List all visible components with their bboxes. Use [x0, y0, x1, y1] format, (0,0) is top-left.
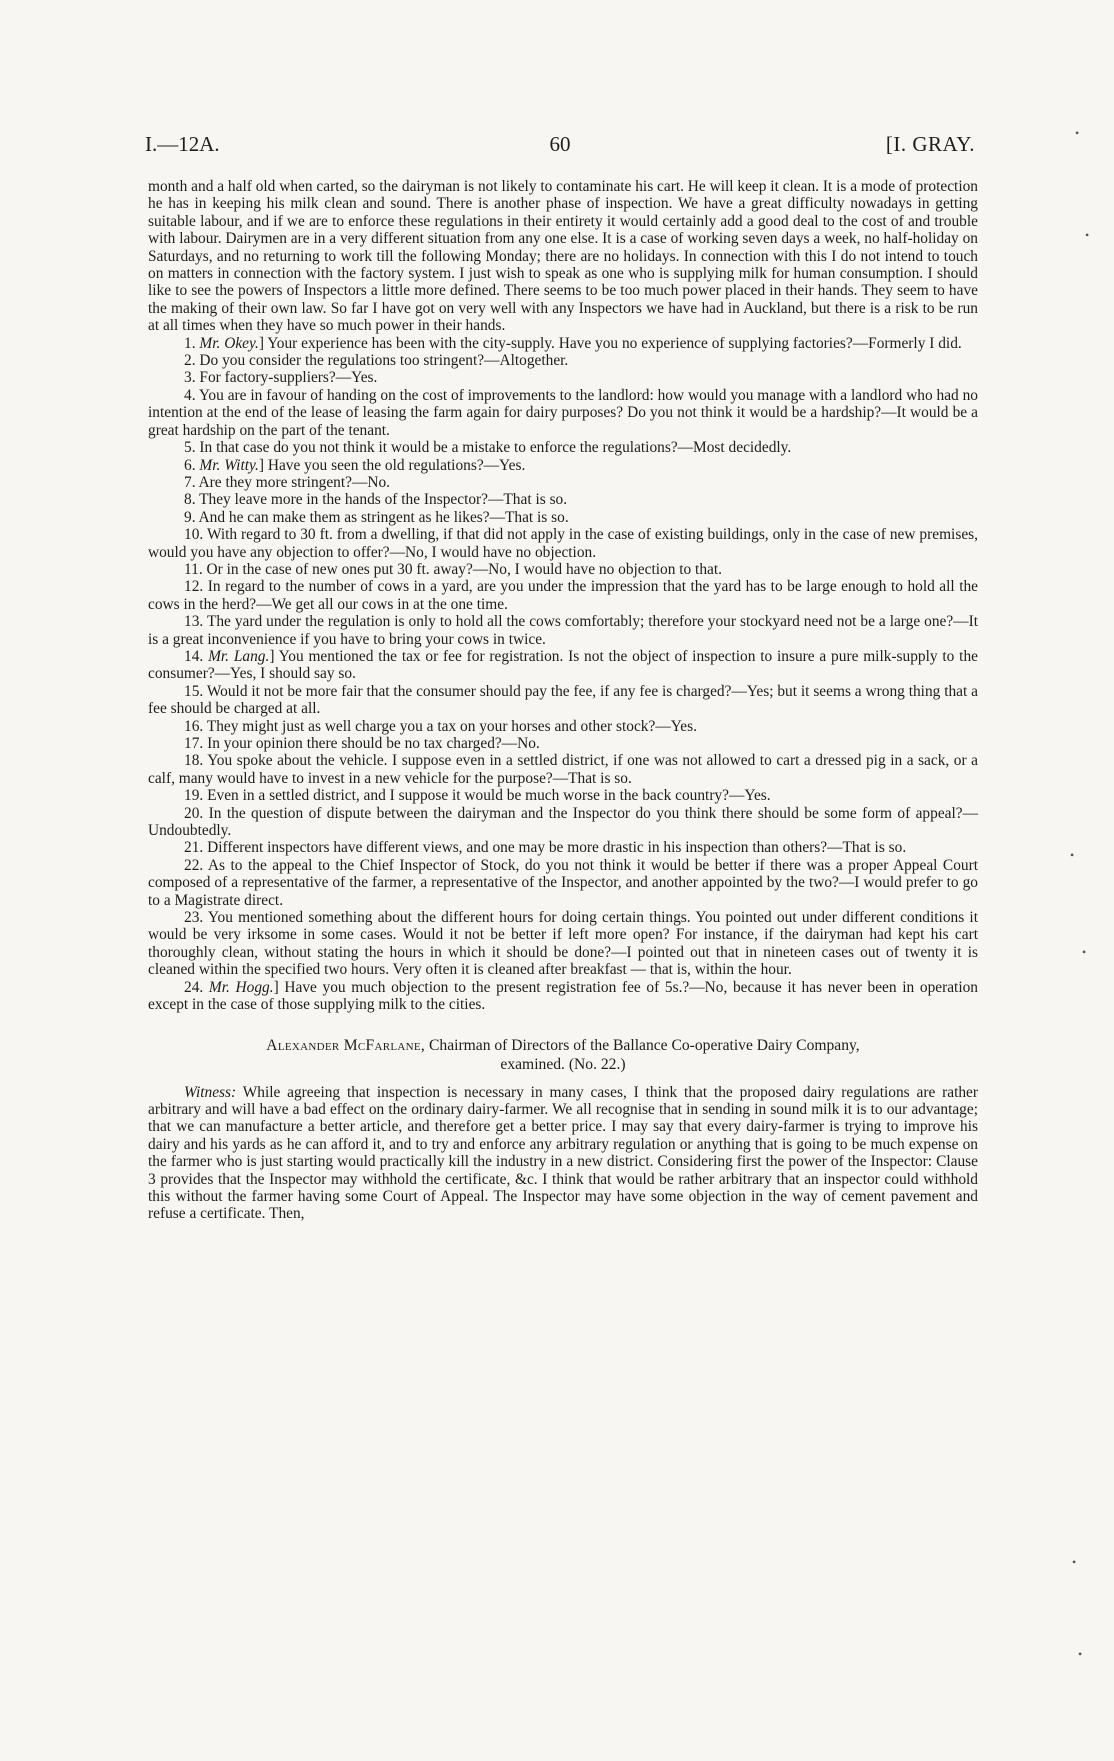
witness-text: While agreeing that inspection is necessary in many cases, I think that the proposed dairy regulations are rather arbitrary and will have a bad effect on the ordinary dairy-farmer. We all recognise that in sending in sound milk it is to our advantage; that we can manufacture a better article, and therefore get a better price. I may say that every dairy-farmer is trying to improve his dairy and his yards as he can afford it, and to try and enforce any arbitrary regulation or anything that is going to be much expense on the farmer who is just starting would practically kill the industry in a new district. Considering first the power of the Inspector: Clause 3 provides that the Inspector may withhold the certificate, &c. I think that would be rather arbitrary that an inspector could withhold this without the farmer having some Court of Appeal. The Inspector may have some objection in the way of cement pavement and refuse a certificate. Then, [148, 1083, 979, 1223]
page-number: 60 [549, 132, 571, 156]
question-number: 1. [184, 334, 196, 352]
question-text: Even in a settled district, and I suppose it would be much worse in the back country?—Yes. [207, 787, 771, 805]
question-text: You are in favour of handing on the cost of improvements to the landlord: how would you manage with a landlord who had no intention at the end of the lease of leasing the farm again for dairy purposes? Do you not think it would be a hardship?—It would be a great hardship on the part of the tenant. [148, 386, 978, 439]
question-text: They leave more in the hands of the Inspector?—That is so. [199, 491, 568, 509]
witness-label: Witness: [184, 1083, 237, 1101]
question-item [148, 787, 978, 804]
question-item [148, 526, 978, 561]
question-text: Do you consider the regulations too stringent?—Altogether. [199, 352, 569, 370]
margin-mark: • [1085, 228, 1090, 242]
margin-mark: • [1070, 848, 1075, 862]
witness-title: Chairman of Directors of the Ballance Co-operative Dairy Company, [429, 1036, 860, 1054]
question-number: 6. [184, 456, 196, 474]
question-number: 15. [184, 682, 204, 700]
margin-mark: • [1072, 1555, 1077, 1569]
question-number: 14. [184, 647, 204, 665]
question-text: In that case do you not think it would be a mistake to enforce the regulations?—Most decidedly. [199, 439, 792, 457]
question-number: 22. [184, 856, 204, 874]
question-number: 11. [184, 560, 203, 578]
question-number: 10. [184, 526, 204, 544]
witness-name: Alexander McFarlane, [266, 1036, 426, 1054]
question-number: 19. [184, 787, 204, 805]
question-item [148, 909, 978, 979]
question-text: The yard under the regulation is only to hold all the cows comfortably; therefore your stockyard need not be a large one?—It is a great inconvenience if you have to bring your cows in twice. [148, 613, 978, 648]
questioner-name: Mr. Lang. [208, 647, 270, 665]
question-text: Or in the case of new ones put 30 ft. away?—No, I would have no objection to that. [206, 560, 722, 578]
question-item [148, 491, 978, 508]
question-text: Your experience has been with the city-supply. Have you no experience of supplying factories?—Formerly I did. [267, 334, 962, 352]
page-header [145, 132, 975, 162]
witness-reference: [I. GRAY. [885, 132, 975, 156]
question-number: 23. [184, 909, 204, 927]
witness-heading [148, 1036, 978, 1074]
question-text: Different inspectors have different views, and one may be more drastic in his inspection than others?—That is so. [207, 839, 907, 857]
question-item [148, 735, 978, 752]
question-item [148, 439, 978, 456]
margin-mark: • [1075, 126, 1080, 140]
question-text: In your opinion there should be no tax charged?—No. [207, 735, 540, 752]
question-item: 1. Mr. Okey.] Your experience has been with the city-supply. Have you no experience of supplying factories?—Formerly I did. [184, 334, 962, 352]
question-text: You mentioned the tax or fee for registration. Is not the object of inspection to insure a pure milk-supply to the consumer?—Yes, I should say so. [148, 647, 978, 683]
question-number: 9. [184, 508, 196, 526]
question-item [148, 613, 978, 648]
question-item [148, 509, 978, 526]
margin-mark: • [1078, 1647, 1083, 1661]
question-number: 20. [184, 804, 204, 822]
question-item [148, 839, 978, 856]
document-reference: I.—12A. [145, 132, 220, 156]
question-item [148, 578, 978, 613]
question-text: You mentioned something about the different hours for doing certain things. You pointed out under different conditions it would be very irksome in some cases. Would it not be better if left more open? For instance, if the dairyman had kept his cart thoroughly clean, without stating the hours in which it should be done?—I pointed out that in nineteen cases out of twenty it is cleaned within the specified two hours. Very often it is cleaned after breakfast — that is, within the hour. [148, 909, 978, 979]
question-number: 5. [184, 439, 196, 457]
question-item: 6. Mr. Witty.] Have you seen the old regulations?—Yes. [184, 456, 526, 474]
question-item [148, 683, 978, 718]
question-text: Would it not be more fair that the consumer should pay the fee, if any fee is charged?—Yes; but it seems a wrong thing that a fee should be charged at all. [148, 682, 978, 718]
question-item [148, 752, 978, 787]
question-item [148, 369, 978, 386]
question-text: Have you seen the old regulations?—Yes. [267, 456, 526, 474]
margin-mark: • [1082, 945, 1087, 959]
question-text: Are they more stringent?—No. [198, 473, 391, 491]
question-text: You spoke about the vehicle. I suppose even in a settled district, if one was not allowed to cart a dressed pig in a sack, or a calf, many would have to invest in a new vehicle for the purpose?—That is so. [148, 752, 978, 787]
question-number: 8. [184, 491, 196, 509]
question-number: 12. [184, 578, 204, 596]
question-number: 21. [184, 839, 204, 857]
opening-paragraph: month and a half old when carted, so the dairyman is not likely to contaminate his cart. He will keep it clean. It is a mode of protection he has in keeping his milk clean and sound. There is another phase of inspection. We have a great difficulty nowadays in getting suitable labour, and if we are to enforce these regulations in their entirety it would certainly add a good deal to the cost of and trouble with labour. Dairymen are in a very different situation from any one else. It is a case of working seven days a week, no half-holiday on Saturdays, and no returning to work till the following Monday; there are no holidays. In connection with this I do not intend to touch on matters in connection with the factory system. I just wish to speak as one who is supplying milk for human consumption. I should like to see the powers of Inspectors a little more defined. There seems to be too much power placed in their hands. They seem to have the making of their own law. So far I have got on very well with any Inspectors we have had in Auckland, but there is a risk to be run at all times when they have so much power in their hands. [148, 178, 978, 335]
question-number: 3. [184, 369, 196, 387]
question-number: 24. [184, 978, 204, 996]
questioner-name: Mr. Witty. [199, 456, 259, 474]
question-text: They might just as well charge you a tax on your horses and other stock?—Yes. [206, 717, 697, 735]
question-text: With regard to 30 ft. from a dwelling, if that did not apply in the case of existing buildings, only in the case of new premises, would you have any objection to offer?—No, I would have no objection. [148, 526, 978, 561]
question-item [148, 805, 978, 840]
question-text: For factory-suppliers?—Yes. [199, 369, 378, 387]
question-text: Have you much objection to the present registration fee of 5s.?—No, because it has never been in operation except in the case of those supplying milk to the cities. [148, 978, 978, 1014]
question-item [148, 857, 978, 909]
question-item: 24. Mr. Hogg.] Have you much objection to the present registration fee of 5s.?—No, because it has never been in operation except in the case of those supplying milk to the cities. [148, 978, 978, 1014]
question-number: 7. [184, 473, 196, 491]
question-number: 16. [184, 717, 204, 735]
question-text: In the question of dispute between the dairyman and the Inspector do you think there should be some form of appeal?—Undoubtedly. [148, 804, 978, 840]
question-item [148, 352, 978, 369]
question-text: As to the appeal to the Chief Inspector of Stock, do you not think it would be better if there was a proper Appeal Court composed of a representative of the farmer, a representative of the Inspector, and another appointed by the two?—I would prefer to go to a Magistrate direct. [148, 856, 978, 909]
question-item: 14. Mr. Lang.] You mentioned the tax or fee for registration. Is not the object of inspection to insure a pure milk-supply to the consumer?—Yes, I should say so. [148, 647, 978, 683]
question-text: In regard to the number of cows in a yard, are you under the impression that the yard has to be large enough to hold all the cows in the herd?—We get all our cows in at the one time. [148, 578, 978, 613]
question-item [148, 718, 978, 735]
question-item [148, 474, 978, 491]
question-number: 13. [184, 613, 204, 631]
question-number: 17. [184, 735, 204, 752]
witness-statement [148, 1084, 978, 1223]
questioner-name: Mr. Okey. [199, 334, 259, 352]
question-number: 2. [184, 352, 196, 370]
question-item [148, 387, 978, 439]
question-list [148, 335, 978, 1014]
questioner-name: Mr. Hogg. [208, 978, 274, 996]
page-body [148, 178, 978, 1223]
examined-note: examined. (No. 22.) [500, 1055, 626, 1073]
question-number: 4. [184, 386, 196, 404]
question-item [148, 561, 978, 578]
question-text: And he can make them as stringent as he likes?—That is so. [198, 508, 569, 526]
question-number: 18. [184, 752, 204, 770]
